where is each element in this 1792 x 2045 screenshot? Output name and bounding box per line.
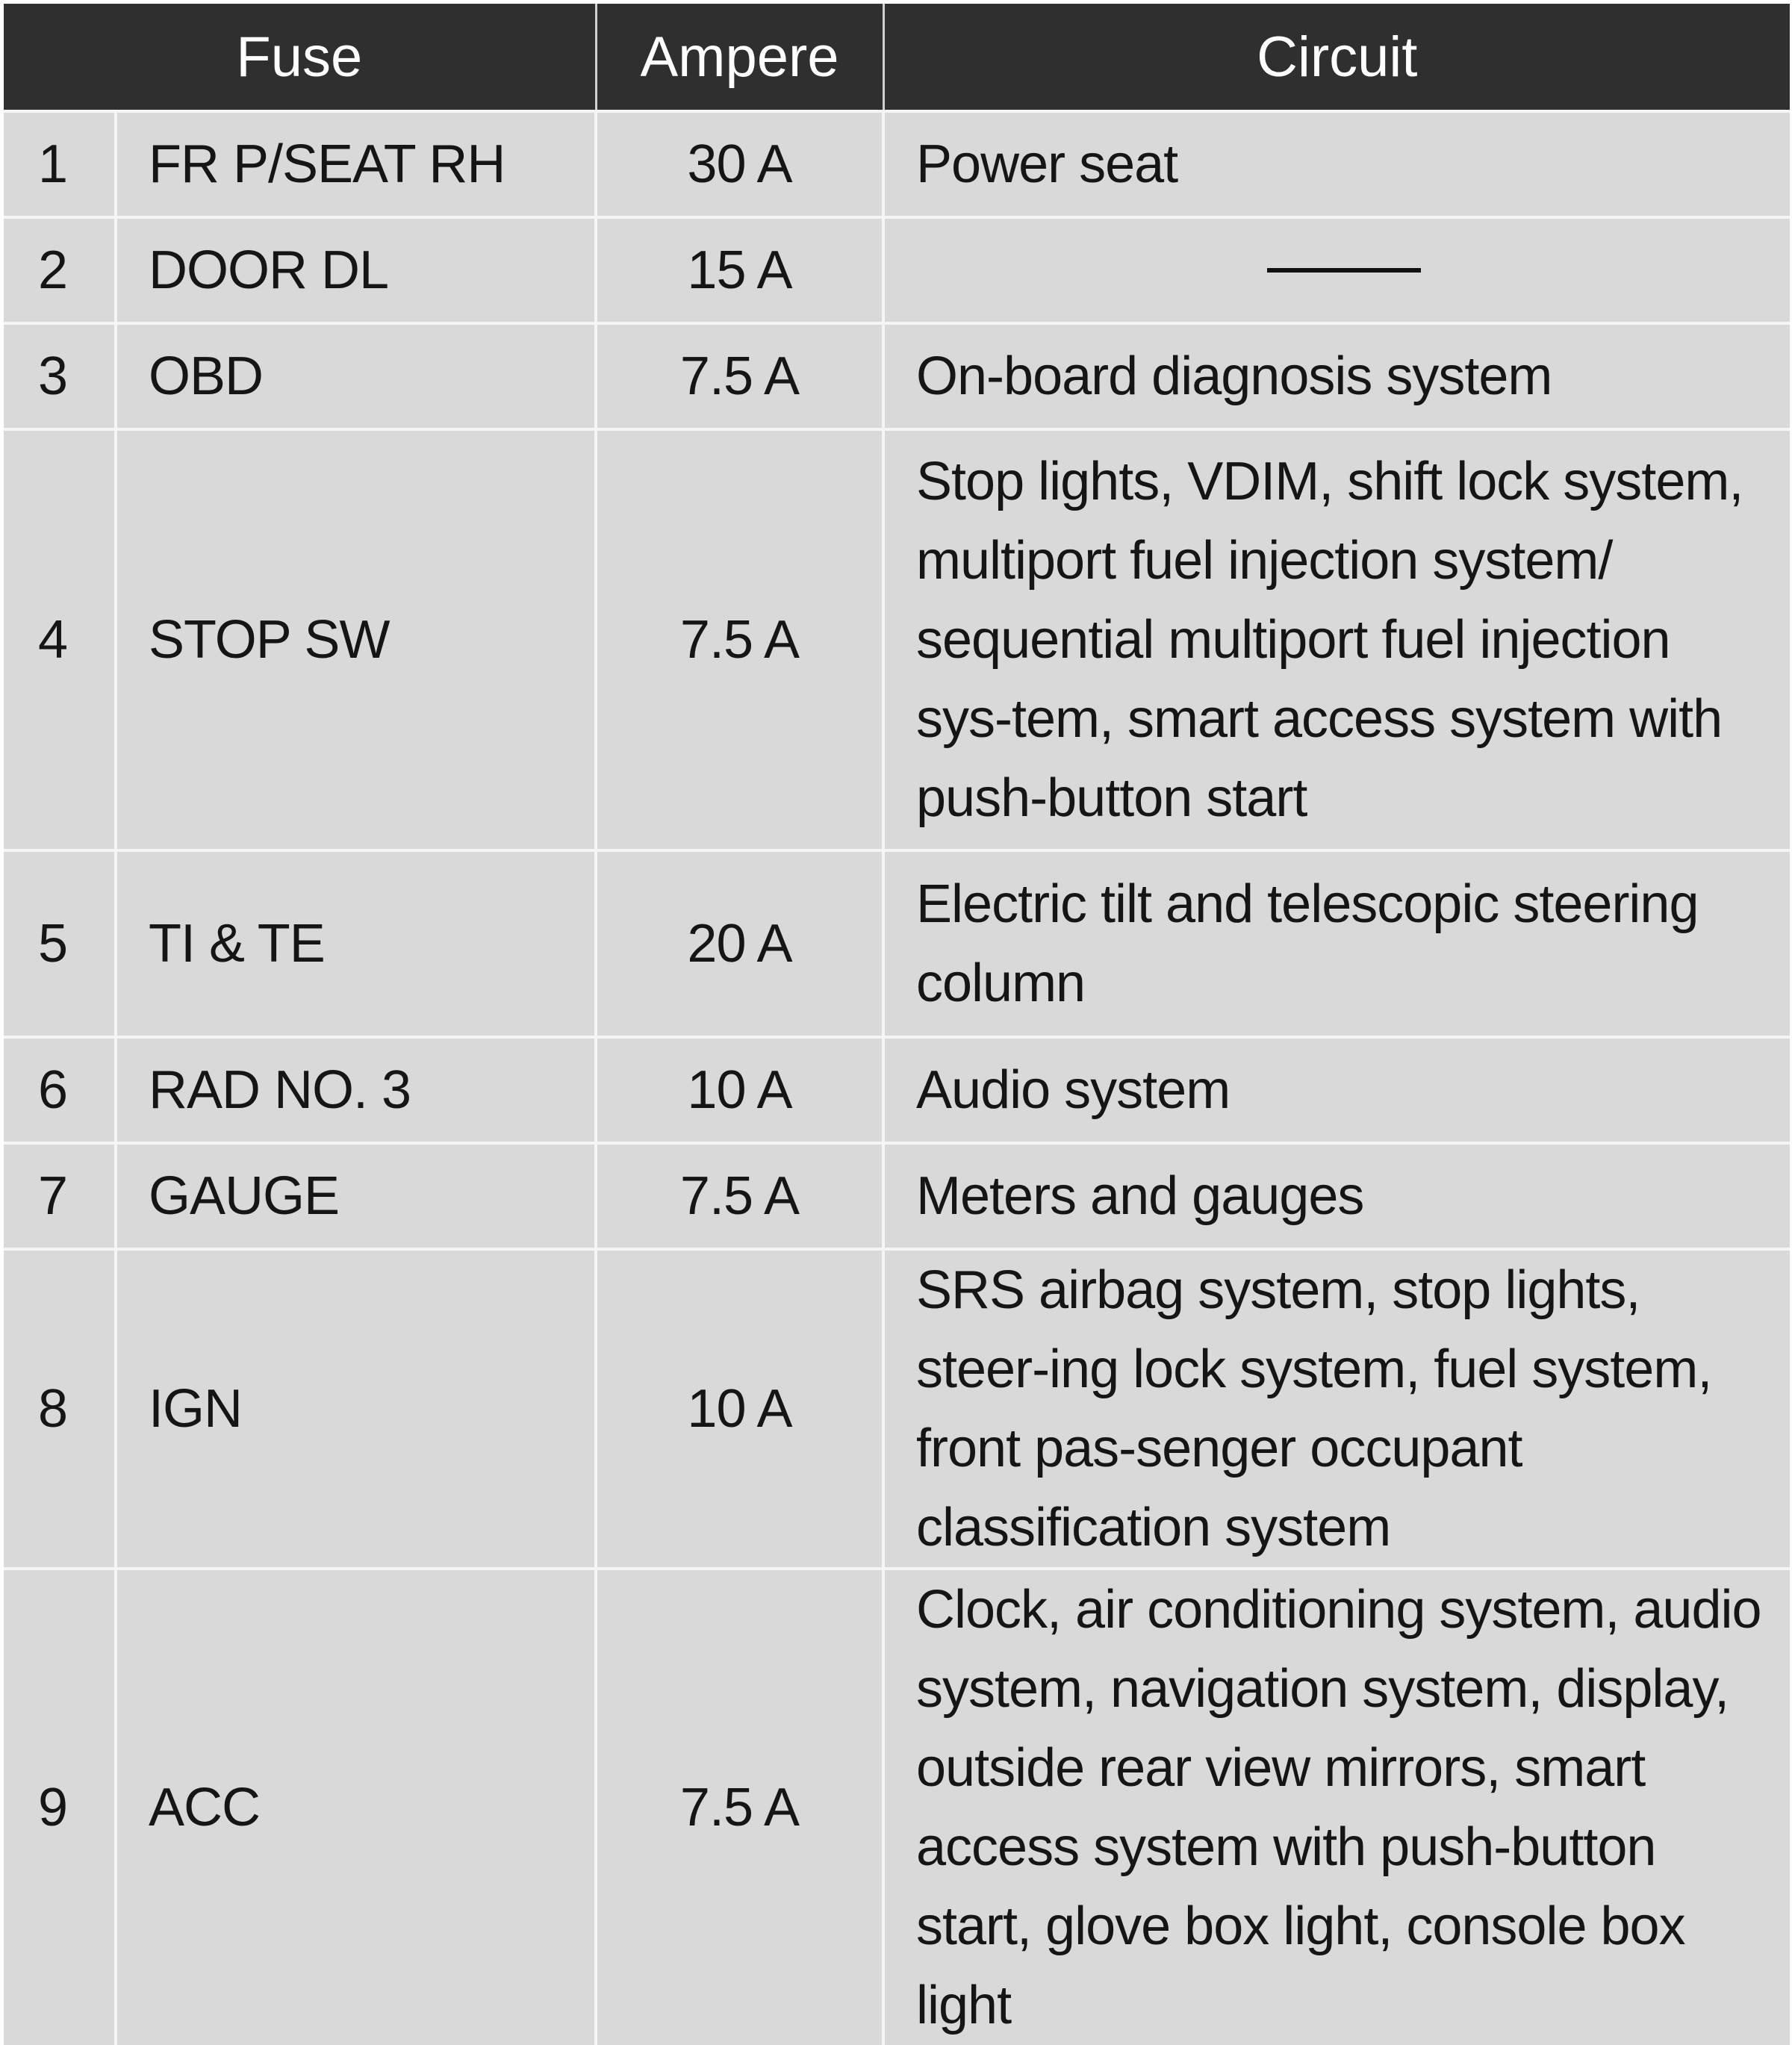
fuse-ampere: 10 A [596,1249,883,1569]
fuse-circuit: Clock, air conditioning system, audio system, navigation system, display, outside rear view mirrors, smart access system with push-button start, glove box light, console box light [883,1569,1790,2045]
fuse-number: 5 [4,850,116,1037]
table-header [4,4,1790,111]
table-row [4,217,1790,323]
no-circuit-dash [1267,268,1421,273]
table-row [4,1037,1790,1143]
fuse-ampere: 7.5 A [596,1569,883,2045]
fuse-ampere: 30 A [596,111,883,217]
fuse-number: 3 [4,323,116,429]
table-body [4,111,1790,2045]
fuse-name: OBD [116,323,596,429]
fuse-name: DOOR DL [116,217,596,323]
fuse-ampere: 10 A [596,1037,883,1143]
fuse-number: 7 [4,1143,116,1249]
fuse-ampere: 7.5 A [596,429,883,850]
fuse-ampere: 20 A [596,850,883,1037]
fuse-name: ACC [116,1569,596,2045]
fuse-circuit-empty [883,217,1790,323]
table-row [4,323,1790,429]
table-row [4,1143,1790,1249]
fuse-number: 9 [4,1569,116,2045]
table-row [4,850,1790,1037]
fuse-circuit: Stop lights, VDIM, shift lock system, multiport fuel injection system/ sequential multiport fuel injection sys-tem, smart access system with push-button start [883,429,1790,850]
fuse-circuit: SRS airbag system, stop lights, steer-ing lock system, fuel system, front pas-senger occupant classification system [883,1249,1790,1569]
table-row [4,111,1790,217]
fuse-number: 8 [4,1249,116,1569]
fuse-circuit: Power seat [883,111,1790,217]
fuse-circuit: Audio system [883,1037,1790,1143]
header-fuse: Fuse [4,4,596,111]
fuse-name: STOP SW [116,429,596,850]
fuse-ampere: 7.5 A [596,323,883,429]
fuse-name: RAD NO. 3 [116,1037,596,1143]
header-circuit: Circuit [883,4,1790,111]
fuse-ampere: 7.5 A [596,1143,883,1249]
fuse-number: 6 [4,1037,116,1143]
fuse-name: TI & TE [116,850,596,1037]
fuse-circuit: On-board diagnosis system [883,323,1790,429]
fuse-number: 4 [4,429,116,850]
fuse-circuit: Meters and gauges [883,1143,1790,1249]
fuse-circuit: Electric tilt and telescopic steering column [883,850,1790,1037]
fuse-number: 1 [4,111,116,217]
table-row [4,1249,1790,1569]
table-row [4,429,1790,850]
fuse-name: IGN [116,1249,596,1569]
fuse-number: 2 [4,217,116,323]
fuse-name: FR P/SEAT RH [116,111,596,217]
table-row [4,1569,1790,2045]
fuse-table [4,4,1790,2045]
header-ampere: Ampere [596,4,883,111]
fuse-name: GAUGE [116,1143,596,1249]
fuse-ampere: 15 A [596,217,883,323]
